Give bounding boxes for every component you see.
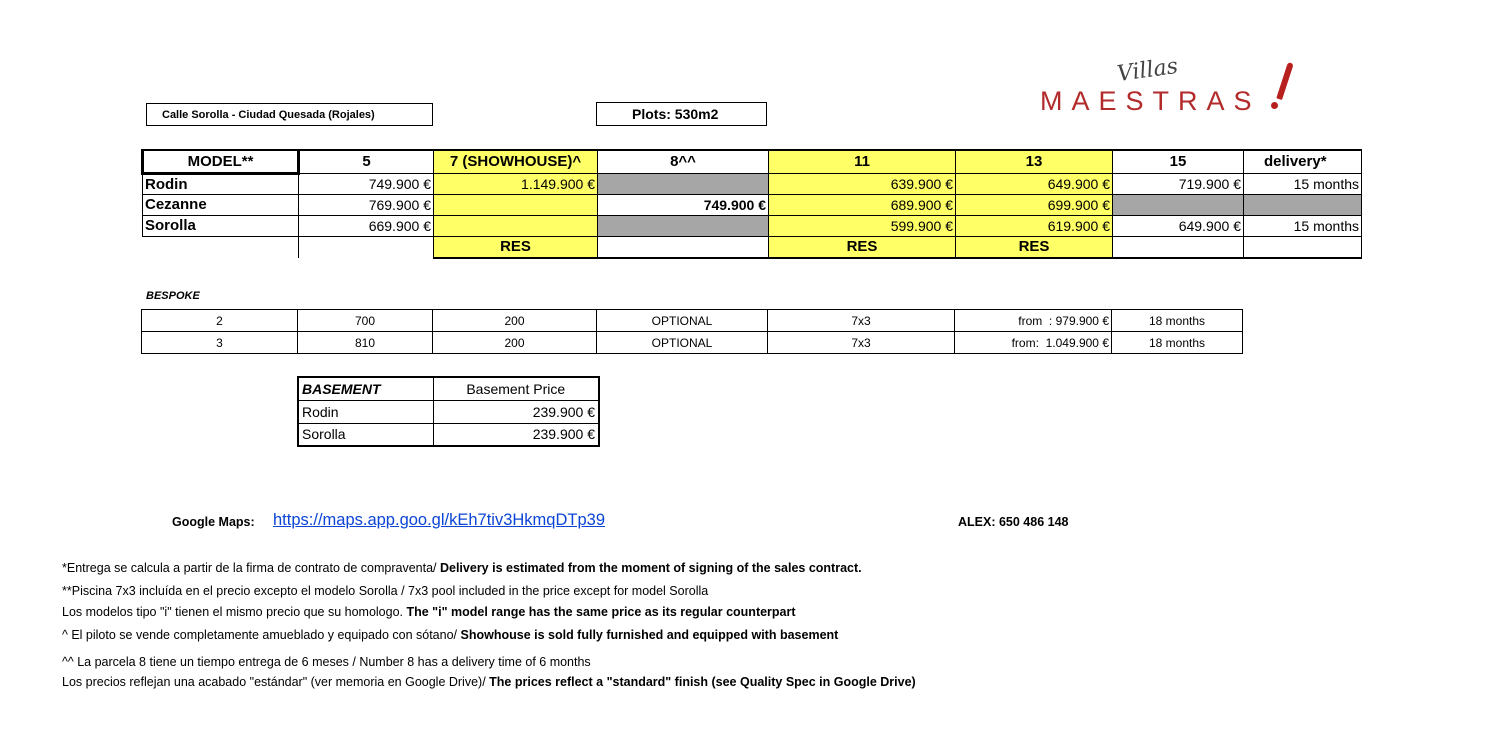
unavailable-cell — [598, 215, 769, 236]
bespoke-table — [141, 309, 1243, 354]
bespoke-cell: 18 months — [1112, 310, 1243, 332]
price-cell: 1.149.900 € — [434, 173, 598, 194]
price-cell: 669.900 € — [299, 215, 434, 236]
header-plot-11: 11 — [769, 150, 956, 173]
status-badge: RES — [434, 236, 598, 258]
price-cell: 599.900 € — [769, 215, 956, 236]
status-badge — [598, 236, 769, 258]
bespoke-cell: 200 — [433, 332, 597, 354]
price-cell: 639.900 € — [769, 173, 956, 194]
delivery-cell: 15 months — [1244, 173, 1362, 194]
bespoke-label: BESPOKE — [146, 290, 200, 302]
note-line — [62, 584, 708, 598]
price-cell: 689.900 € — [769, 194, 956, 215]
header-plot-5: 5 — [299, 150, 434, 173]
table-row-cezanne — [143, 194, 1362, 215]
header-plot-13: 13 — [956, 150, 1113, 173]
price-cell: 749.900 € — [299, 173, 434, 194]
note-text: ^ El piloto se vende completamente amueblado y equipado con sótano/ — [62, 628, 461, 642]
google-maps-link[interactable]: https://maps.app.goo.gl/kEh7tiv3HkmqDTp39 — [273, 511, 606, 529]
table-row — [142, 332, 1243, 354]
empty-cell — [434, 194, 598, 215]
status-badge — [1113, 236, 1244, 258]
google-maps-label: Google Maps: — [172, 515, 255, 529]
note-text-bold: Delivery is estimated from the moment of signing of the sales contract. — [439, 561, 862, 575]
basement-price-header: Basement Price — [433, 377, 599, 400]
table-row-rodin — [143, 173, 1362, 194]
bespoke-cell: 3 — [142, 332, 298, 354]
note-line — [62, 655, 591, 669]
bespoke-cell: 700 — [298, 310, 433, 332]
note-line — [62, 561, 862, 575]
unavailable-cell — [598, 173, 769, 194]
price-cell: 649.900 € — [1113, 215, 1244, 236]
bespoke-cell: OPTIONAL — [597, 310, 768, 332]
header-plot-8: 8^^ — [598, 150, 769, 173]
note-text-bold: The prices reflect a "standard" finish (see Quality Spec in Google Drive) — [489, 675, 916, 689]
price-table — [141, 149, 1362, 259]
status-row-spacer — [143, 236, 299, 258]
price-cell: 699.900 € — [956, 194, 1113, 215]
price-table-header-row — [143, 150, 1362, 173]
plots-label: Plots: 530m2 — [632, 106, 719, 122]
price-cell: 769.900 € — [299, 194, 434, 215]
brush-dot-icon — [1271, 102, 1278, 109]
unavailable-cell — [1113, 194, 1244, 215]
table-row — [298, 400, 599, 423]
basement-price: 239.900 € — [433, 400, 599, 423]
bespoke-cell: OPTIONAL — [597, 332, 768, 354]
logo-main-text: MAESTRAS — [1040, 86, 1261, 116]
note-text-bold: The "i" model range has the same price as its regular counterpart — [406, 605, 796, 619]
basement-price: 239.900 € — [433, 423, 599, 446]
bespoke-cell: 18 months — [1112, 332, 1243, 354]
note-text: *Entrega se calcula a partir de la firma de contrato de compraventa/ — [62, 561, 440, 575]
contact-phone: ALEX: 650 486 148 — [958, 515, 1069, 529]
header-plot-15: 15 — [1113, 150, 1244, 173]
bespoke-cell: 7x3 — [768, 332, 955, 354]
status-badge: RES — [769, 236, 956, 258]
note-line — [62, 675, 916, 689]
status-badge: RES — [956, 236, 1113, 258]
note-line — [62, 628, 838, 642]
price-cell: 749.900 € — [598, 194, 769, 215]
note-text-bold: Showhouse is sold fully furnished and equipped with basement — [460, 628, 839, 642]
delivery-cell: 15 months — [1244, 215, 1362, 236]
plots-box — [596, 102, 767, 126]
row-label: Rodin — [143, 173, 299, 194]
basement-table — [297, 376, 600, 447]
price-cell: 719.900 € — [1113, 173, 1244, 194]
price-cell: 619.900 € — [956, 215, 1113, 236]
note-text: Los modelos tipo "i" tienen el mismo precio que su homologo. — [62, 605, 407, 619]
row-label: Sorolla — [143, 215, 299, 236]
status-row-spacer — [299, 236, 434, 258]
bespoke-cell: from : 979.900 € — [955, 310, 1112, 332]
note-line — [62, 605, 796, 619]
location-box — [146, 103, 433, 126]
table-row — [142, 310, 1243, 332]
header-plot-7: 7 (SHOWHOUSE)^ — [434, 150, 598, 173]
table-row — [298, 377, 599, 400]
header-delivery: delivery* — [1244, 150, 1362, 173]
logo-script-text: Villas — [1115, 53, 1180, 88]
note-text: Los precios reflejan una acabado "estándar" (ver memoria en Google Drive)/ — [62, 675, 490, 689]
note-text: ^^ La parcela 8 tiene un tiempo entrega de 6 meses / Number 8 has a delivery time of 6 months — [62, 655, 591, 669]
bespoke-cell: 7x3 — [768, 310, 955, 332]
location-label: Calle Sorolla - Ciudad Quesada (Rojales) — [162, 108, 375, 121]
table-row — [298, 423, 599, 446]
price-cell: 649.900 € — [956, 173, 1113, 194]
bespoke-cell: from: 1.049.900 € — [955, 332, 1112, 354]
table-row-sorolla — [143, 215, 1362, 236]
bespoke-cell: 810 — [298, 332, 433, 354]
table-row-status — [143, 236, 1362, 258]
basement-model: Rodin — [298, 400, 433, 423]
status-badge — [1244, 236, 1362, 258]
bespoke-cell: 200 — [433, 310, 597, 332]
unavailable-cell — [1244, 194, 1362, 215]
basement-model: Sorolla — [298, 423, 433, 446]
header-model: MODEL** — [143, 150, 299, 173]
note-text: **Piscina 7x3 incluída en el precio excepto el modelo Sorolla / 7x3 pool included in the price except for model Sorolla — [62, 584, 709, 598]
basement-header: BASEMENT — [298, 377, 433, 400]
villas-maestras-logo — [1035, 53, 1295, 118]
row-label: Cezanne — [143, 194, 299, 215]
brush-stroke-icon — [1276, 62, 1293, 100]
bespoke-cell: 2 — [142, 310, 298, 332]
empty-cell — [434, 215, 598, 236]
